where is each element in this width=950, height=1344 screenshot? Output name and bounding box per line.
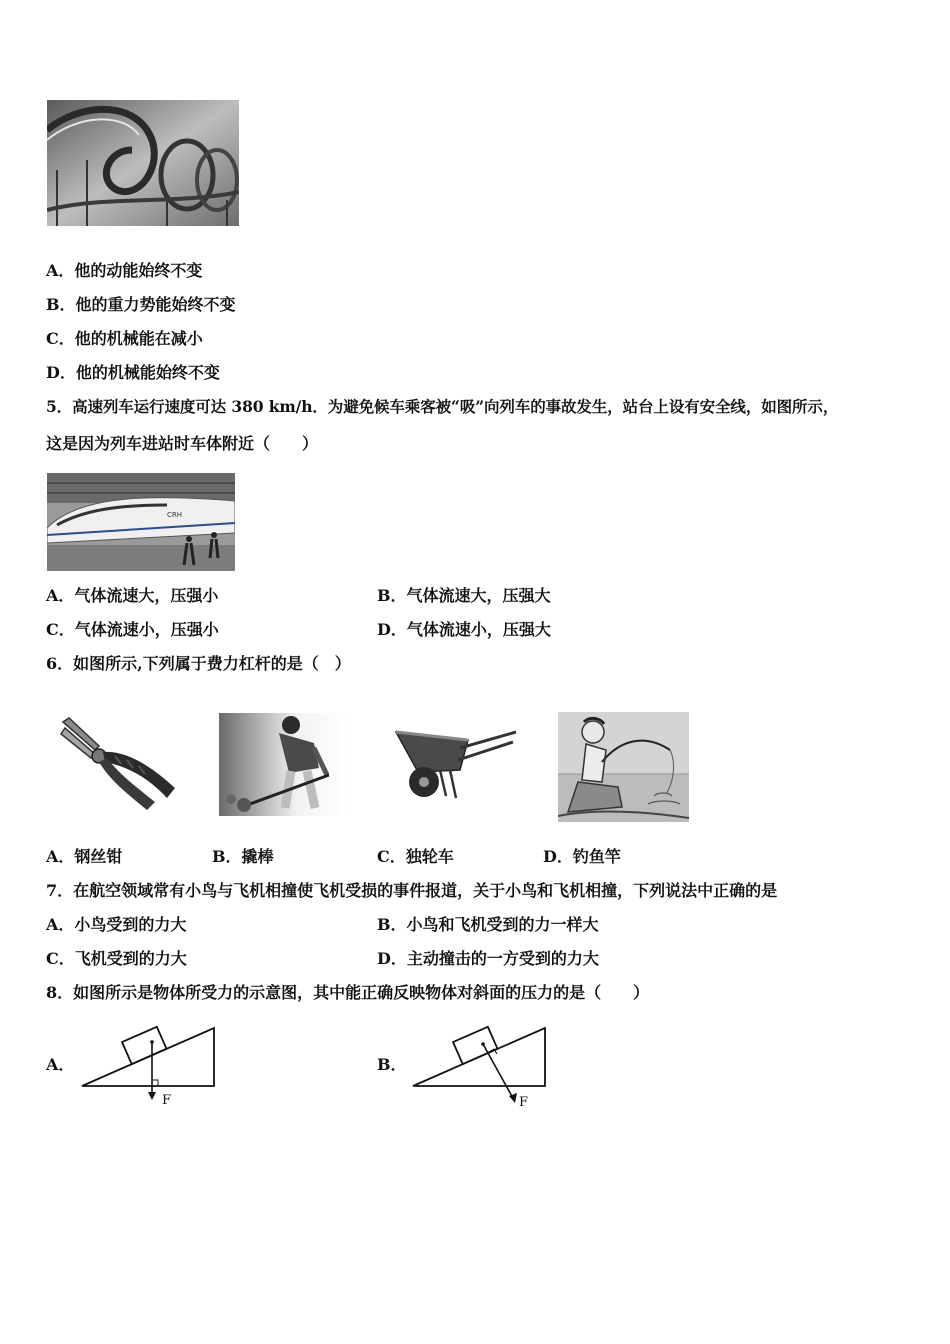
train-figure: [47, 473, 235, 571]
q6-option-c: C．独轮车: [377, 847, 454, 866]
q8-stem: 8．如图所示是物体所受力的示意图，其中能正确反映物体对斜面的压力的是（ ）: [46, 983, 650, 1002]
pliers-figure: [55, 710, 185, 815]
fishing-rod-figure: [558, 712, 689, 822]
q5-stem-line1: 5．高速列车运行速度可达 380 km/h．为避免候车乘客被“吸”向列车的事故发生，站台上设有安全线，如图所示，: [46, 397, 839, 416]
q4-option-b: B．他的重力势能始终不变: [46, 295, 236, 314]
wheelbarrow-figure: [388, 720, 518, 802]
q6-option-a: A．钢丝钳: [46, 847, 123, 866]
crowbar-figure: [219, 713, 348, 816]
incline-diagram-a: [80, 1018, 220, 1110]
q5-option-b: B．气体流速大，压强大: [377, 586, 551, 605]
q7-stem: 7．在航空领域常有小鸟与飞机相撞使飞机受损的事件报道，关于小鸟和飞机相撞，下列说法中正确的是: [46, 881, 778, 900]
q6-option-b: B．撬棒: [212, 847, 274, 866]
q5-option-c: C．气体流速小，压强小: [46, 620, 219, 639]
force-label-b: F: [519, 1095, 529, 1110]
q5-option-a: A．气体流速大，压强小: [46, 586, 219, 605]
train-logo: CRH: [167, 511, 183, 519]
q7-option-d: D．主动撞击的一方受到的力大: [377, 949, 599, 968]
q7-option-c: C．飞机受到的力大: [46, 949, 187, 968]
q6-option-d: D．钓鱼竿: [543, 847, 621, 866]
q4-option-c: C．他的机械能在减小: [46, 329, 203, 348]
q6-stem: 6．如图所示,下列属于费力杠杆的是（ ）: [46, 654, 351, 673]
force-label-a: F: [162, 1093, 172, 1108]
q7-option-a: A．小鸟受到的力大: [46, 915, 187, 934]
incline-diagram-b: [411, 1018, 551, 1110]
q8-option-b-label: B．: [377, 1055, 407, 1074]
roller-coaster-figure: [47, 100, 239, 226]
q5-option-d: D．气体流速小，压强大: [377, 620, 551, 639]
q4-option-a: A．他的动能始终不变: [46, 261, 203, 280]
q5-stem-line2: 这是因为列车进站时车体附近（ ）: [46, 434, 319, 453]
q8-option-a-label: A．: [46, 1055, 75, 1074]
q4-option-d: D．他的机械能始终不变: [46, 363, 220, 382]
q7-option-b: B．小鸟和飞机受到的力一样大: [377, 915, 599, 934]
